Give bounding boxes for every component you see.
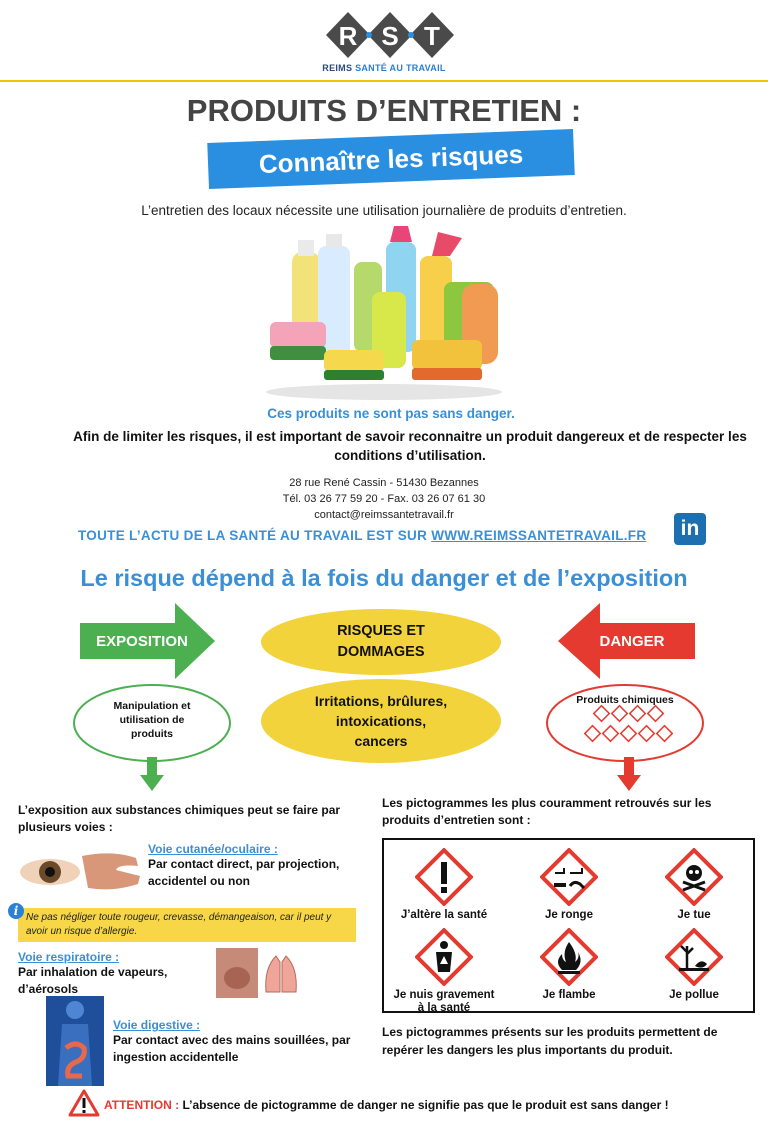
cleaning-products-image [262,222,506,400]
website-link[interactable]: WWW.REIMSSANTETRAVAIL.FR [431,528,647,543]
logo-letter-s: S [381,21,399,51]
digestive-image [46,996,104,1086]
address-phone: Tél. 03 26 77 59 20 - Fax. 03 26 07 61 30 [282,493,486,505]
corrosive-icon [540,848,598,906]
header-divider [0,80,768,82]
picto-environment: Je pollue [639,928,749,1002]
picto-health: J’altère la santé [389,848,499,922]
environment-icon [665,928,723,986]
allergy-note: Ne pas négliger toute rougeur, crevasse, démangeaison, car il peut y avoir un risque d’allergie. [18,908,356,942]
danger-label: DANGER [599,633,665,650]
effects-line1: Irritations, brûlures, [314,693,448,709]
attention-notice [104,1098,669,1112]
picto-intro: Les pictogrammes les plus couramment retrouvés sur les produits d’entretien sont : [382,796,712,827]
manip-line1: Manipulation et [113,700,191,712]
dig-text: Par contact avec des mains souillées, par ingestion accidentelle [113,1033,351,1064]
logo-letter-r: R [338,21,358,51]
logo-letter-t: T [424,21,440,51]
green-down-arrow [140,757,164,791]
exposition-label: EXPOSITION [96,633,188,650]
red-down-arrow [617,757,641,791]
skull-icon [665,848,723,906]
health-hazard-icon [415,928,473,986]
contact-block [0,475,768,523]
info-icon: i [8,903,24,919]
warning-triangle-icon [68,1089,100,1117]
intro-text: L’entretien des locaux nécessite une utilisation journalière de produits d’entretien. [141,203,627,218]
address-email[interactable]: contact@reimssantetravail.fr [314,509,454,521]
picto-serious-health: Je nuis gravement à la santé [389,928,499,1015]
attention-label: ATTENTION : [104,1098,180,1112]
actu-line: TOUTE L’ACTU DE LA SANTÉ AU TRAVAIL EST SUR WWW.REIMSSANTETRAVAIL.FR [78,528,647,543]
attention-text: L’absence de pictogramme de danger ne signifie pas que le produit est sans danger ! [179,1098,669,1112]
rst-logo [322,8,458,63]
cutanee-text: Par contact direct, par projection, accidentel ou non [148,857,340,888]
risk-diagram [0,595,768,795]
effects-line3: cancers [354,733,408,749]
flame-icon [540,928,598,986]
risques-line1: RISQUES ET [337,623,425,639]
risques-line2: DOMMAGES [337,644,425,660]
exclamation-icon [415,848,473,906]
nose-lungs-image [216,948,306,998]
manip-line3: produits [131,728,173,740]
picto-flammable: Je flambe [514,928,624,1002]
subtitle-banner [207,129,574,189]
risk-heading: Le risque dépend à la fois du danger et de l’exposition [80,565,688,591]
dig-title: Voie digestive : [113,1018,201,1032]
picto-toxic: Je tue [639,848,749,922]
picto-footer: Les pictogrammes présents sur les produits permettent de repérer les dangers les plus importants du produit. [382,1025,718,1057]
resp-text: Par inhalation de vapeurs, d’aérosols [18,965,168,996]
pictogram-grid [382,838,755,1013]
page-title: PRODUITS D’ENTRETIEN : [186,93,582,128]
address-street: 28 rue René Cassin - 51430 Bezannes [289,477,479,489]
linkedin-icon[interactable]: in [674,513,706,545]
subtitle-text: Connaître les risques [258,138,524,179]
effects-line2: intoxications, [335,713,427,729]
eye-hand-image [18,848,142,896]
manip-line2: utilisation de [119,714,185,726]
resp-title: Voie respiratoire : [18,950,120,964]
risques-ellipse [261,609,501,675]
cutanee-title: Voie cutanée/oculaire : [148,842,278,856]
risk-advice: Afin de limiter les risques, il est important de savoir reconnaitre un produit dangereux et de respecter les conditions d’utilisation. [73,429,747,463]
danger-warning: Ces produits ne sont pas sans danger. [267,406,515,421]
picto-corrosive: Je ronge [514,848,624,922]
logo-tagline: REIMS SANTÉ AU TRAVAIL [322,63,446,73]
chem-label: Produits chimiques [576,694,674,706]
exposure-intro: L’exposition aux substances chimiques peut se faire par plusieurs voies : [18,803,341,834]
